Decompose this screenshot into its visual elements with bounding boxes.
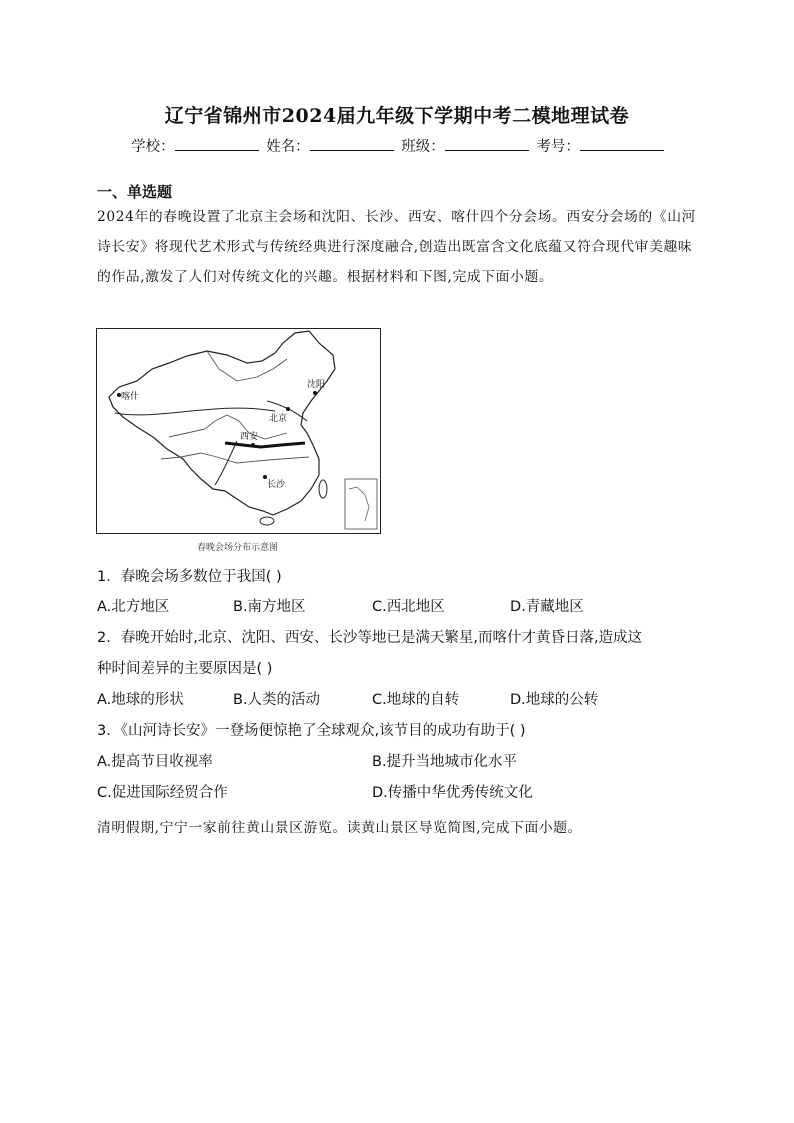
taiwan-island xyxy=(319,480,327,498)
q3-option-a[interactable]: A.提高节目收视率 xyxy=(97,754,213,770)
class-label: 班级： xyxy=(401,139,445,155)
intro-paragraph: 2024年的春晚设置了北京主会场和沈阳、长沙、西安、喀什四个分会场。西安分会场的《山河诗长安》将现代艺术形式与传统经典进行深度融合,创造出既富含文化底蕴又符合现代审美趣味的作品,激发了人们对传统文化的兴趣。根据材料和下图,完成下面小题。 xyxy=(97,209,696,285)
xian-dot xyxy=(251,443,255,447)
q1-option-d[interactable]: D.青藏地区 xyxy=(510,599,584,615)
school-label: 学校： xyxy=(131,139,175,155)
northern-boundary xyxy=(207,351,287,381)
name-blank[interactable] xyxy=(310,137,394,151)
q2-option-d[interactable]: D.地球的公转 xyxy=(510,692,599,708)
q2-option-a[interactable]: A.地球的形状 xyxy=(97,692,184,708)
south-china-sea-inset xyxy=(345,479,377,529)
north-south-dividing-line xyxy=(225,443,305,447)
city-label-kashgar: 喀什 xyxy=(121,392,140,402)
next-section-intro: 清明假期,宁宁一家前往黄山景区游览。读黄山景区导览简图,完成下面小题。 xyxy=(97,820,583,836)
city-label-shenyang: 沈阳 xyxy=(307,380,326,390)
exam-title: 辽宁省锦州市2024届九年级下学期中考二模地理试卷 xyxy=(164,105,630,127)
q1-option-b[interactable]: B.南方地区 xyxy=(233,599,306,615)
map-caption: 春晚会场分布示意图 xyxy=(196,543,278,553)
hainan-island xyxy=(260,517,274,525)
yangtze-river xyxy=(161,453,309,463)
question-1-stem: 1．春晚会场多数位于我国( ) xyxy=(97,569,282,585)
shenyang-dot xyxy=(313,391,317,395)
q2-option-b[interactable]: B.人类的活动 xyxy=(233,692,321,708)
region-boundary-2 xyxy=(215,441,237,485)
changsha-dot xyxy=(263,475,267,479)
name-label: 姓名： xyxy=(266,139,310,155)
city-label-beijing: 北京 xyxy=(269,414,288,424)
q3-option-c[interactable]: C.促进国际经贸合作 xyxy=(97,785,228,801)
question-3-stem: 3．《山河诗长安》一登场便惊艳了全球观众,该节目的成功有助于( ) xyxy=(97,723,526,739)
q1-option-a[interactable]: A.北方地区 xyxy=(97,599,170,615)
question-2-stem-line-2: 种时间差异的主要原因是( ) xyxy=(97,661,273,677)
q1-option-c[interactable]: C.西北地区 xyxy=(372,599,445,615)
region-boundary-1 xyxy=(115,408,275,415)
exam-number-label: 考号： xyxy=(536,139,580,155)
section-heading: 一、单选题 xyxy=(97,183,173,201)
venue-map xyxy=(96,328,381,534)
student-info-line xyxy=(0,135,794,156)
class-blank[interactable] xyxy=(445,137,529,151)
school-blank[interactable] xyxy=(175,137,259,151)
question-2-stem-line-1: 2．春晚开始时,北京、沈阳、西安、长沙等地已是满天繁星,而喀什才黄昏日落,造成这 xyxy=(97,630,643,646)
beijing-dot xyxy=(286,407,290,411)
country-outline xyxy=(109,331,335,515)
exam-number-blank[interactable] xyxy=(580,137,664,151)
city-label-changsha: 长沙 xyxy=(267,480,286,490)
china-map-graphic xyxy=(97,329,380,533)
q3-option-b[interactable]: B.提升当地城市化水平 xyxy=(372,754,518,770)
q3-option-d[interactable]: D.传播中华优秀传统文化 xyxy=(372,785,533,801)
q2-option-c[interactable]: C.地球的自转 xyxy=(372,692,460,708)
city-label-xian: 西安 xyxy=(240,432,259,442)
